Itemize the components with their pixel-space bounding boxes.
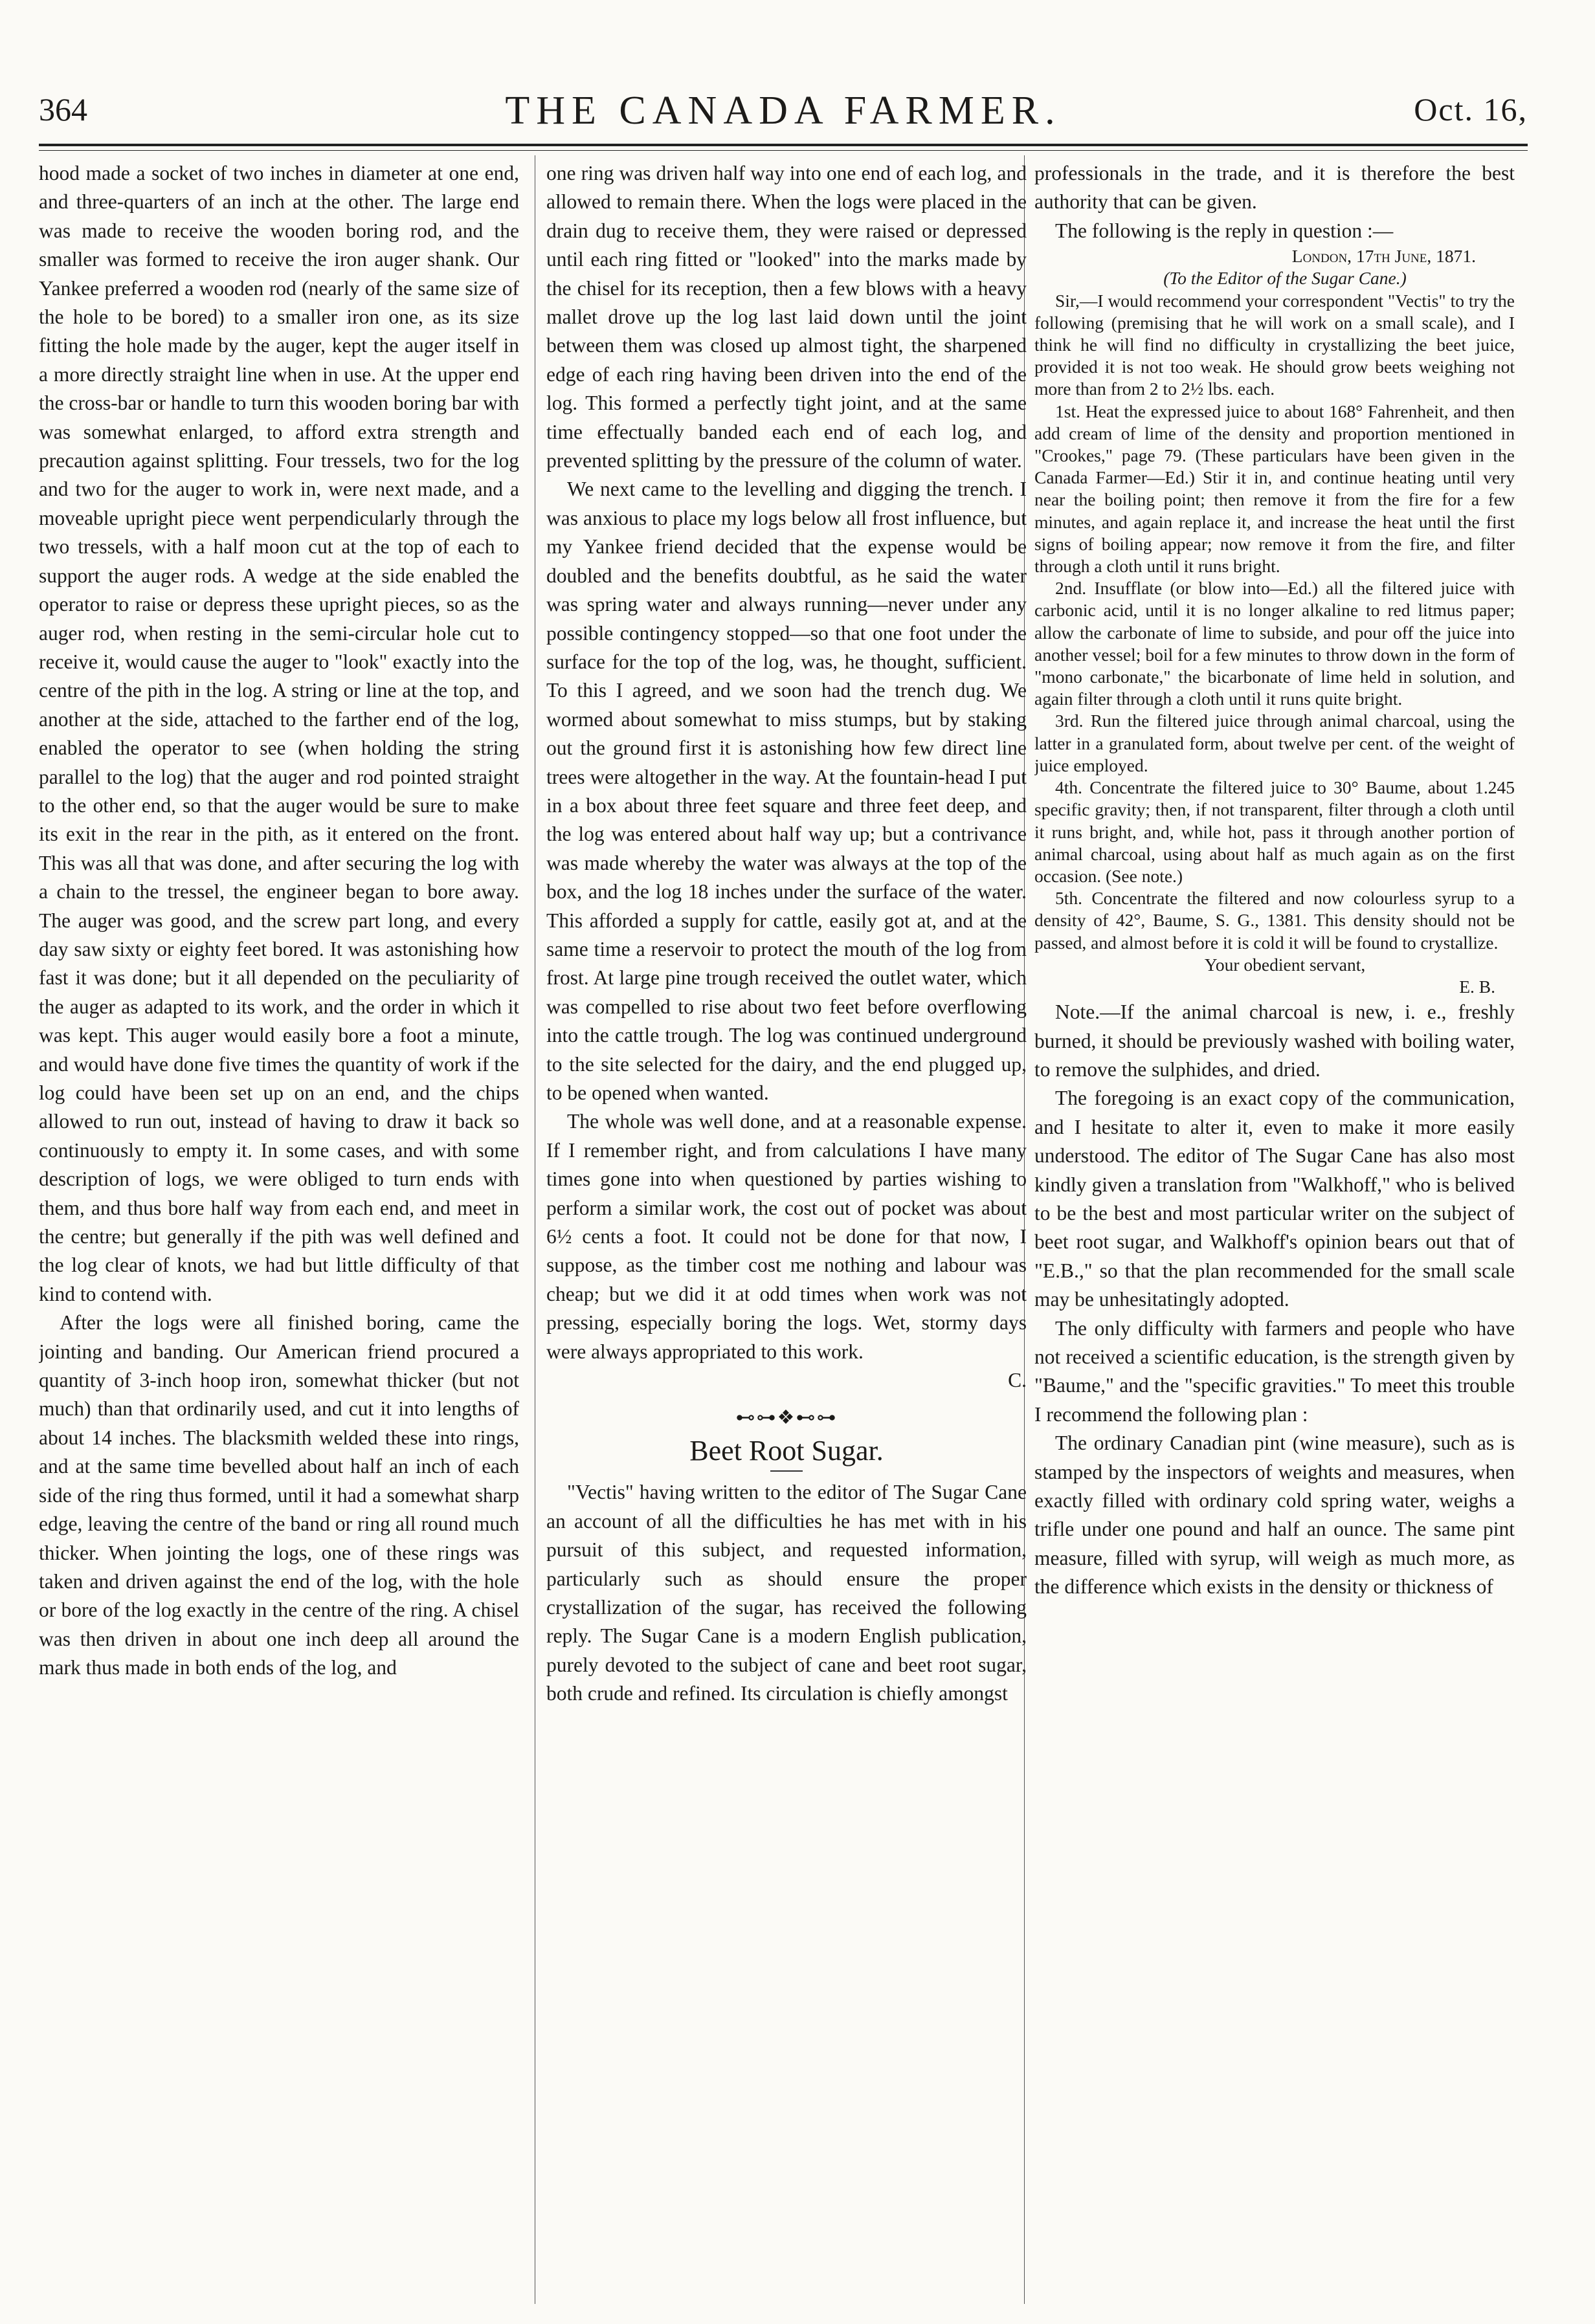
letter-paragraph: 3rd. Run the filtered juice through animal charcoal, using the latter in a granulated form, about twelve per cent. of the weight of juice employed. — [1034, 711, 1515, 775]
letter-address: (To the Editor of the Sugar Cane.) — [1163, 268, 1407, 289]
letter-paragraph: 2nd. Insufflate (or blow into—Ed.) all the filtered juice with carbonic acid, until it is no longer alkaline to red litmus paper; allow the carbonate of lime to subside, and pour off the juice into another vessel; boil for a few minutes to throw down in the form of "mono carbonate," the bicarbonate of lime held in solution, and again filter through a cloth until it runs quite bright. — [1034, 578, 1515, 709]
paragraph: We next came to the levelling and digging the trench. I was anxious to place my logs below all frost influence, but my Yankee friend decided that the expense would be doubled and the benefits doubtful, as he said the water was spring water and always running—never under any possible contingency stopped—so that one foot under the surface for the top of the log, was, he thought, sufficient. To this I agreed, and we soon had the trench dug. We wormed about somewhat to miss stumps, but by staking out the ground first it is astonishing how few direct line trees were altogether in the way. At the fountain-head I put in a box about three feet square and three feet deep, and the log was entered about half way up; but a contrivance was made whereby the water was always at the top of the box, and the log 18 inches under the surface of the water. This afforded a supply for cattle, easily got at, and at the same time a reservoir to protect the mouth of the log from frost. At large pine trough received the outlet water, which was compelled to rise about two feet before overflowing into the cattle trough. The log was continued underground to the site selected for the dairy, and the end plugged up, to be opened when wanted. — [546, 478, 1027, 1104]
heading-rule — [770, 1470, 803, 1472]
article-heading: Beet Root Sugar. — [689, 1434, 884, 1466]
letter-paragraph: 4th. Concentrate the filtered juice to 30° Baume, about 1.245 specific gravity; then, if not transparent, filter through a cloth until it runs bright, and, while hot, pass it through another portion of animal charcoal, using about half as much again as on the first occasion. (See note.) — [1034, 777, 1515, 886]
paragraph: After the logs were all finished boring, came the jointing and banding. Our American friend procured a quantity of 3-inch hoop iron, somewhat thicker (but not much) than that ordinarily used, and cut it into lengths of about 14 inches. The blacksmith welded these into rings, and at the same time bevelled about half an inch of each side of the ring thus formed, until it had a somewhat sharp edge, leaving the centre of the band or ring all round much thicker. When jointing the logs, one of these rings was taken and driven against the end of the log, with the hole or bore of the log exactly in the centre of the ring. A chisel was then driven in about one inch deep all around the mark thus made in both ends of the log, and — [39, 1311, 519, 1679]
article-signature: C. — [1008, 1369, 1027, 1392]
paragraph: The ordinary Canadian pint (wine measure), such as is stamped by the inspectors of weights and measures, when exactly filled with ordinary cold spring water, weighs a trifle under one pound and half an ounce. The same pint measure, filled with syrup, will weigh as much more, as the difference which exists in the density or thickness of — [1034, 1432, 1515, 1599]
paragraph: The whole was well done, and at a reasonable expense. If I remember right, and from calculations I have many times gone into when questioned by parties wishing to perform a similar work, the cost out of pocket was about 6½ cents a foot. It could not be done for that now, I suppose, as the timber cost me nothing and labour was cheap; but we did it at odd times when work was not pressing, especially boring the logs. Wet, stormy days were always appropriated to this work. — [546, 1110, 1027, 1363]
column-2 — [546, 159, 1027, 2301]
header-rule-thick — [39, 144, 1528, 146]
paragraph: hood made a socket of two inches in diameter at one end, and three-quarters of an inch at the other. The large end was made to receive the wooden boring rod, and the smaller was formed to receive the iron auger shank. Our Yankee preferred a wooden rod (nearly of the same size of the hole to be bored) to a smaller iron one, as its size fitting the hole made by the auger, kept the auger itself in a more directly straight line when in use. At the upper end the cross-bar or handle to turn this wooden boring bar with was somewhat enlarged, to afford extra strength and precaution against splitting. Four tressels, two for the log and two for the auger to work in, were next made, and a moveable upright piece went perpendicularly through the two tressels, with a half moon cut at the top of each to support the auger rods. A wedge at the side enabled the operator to raise or depress these upright pieces, so as the auger rod, when resting in the semi-circular hole cut to receive it, would cause the auger to "look" exactly into the centre of the pith in the log. A string or line at the top, and another at the side, attached to the farther end of the log, enabled the operator to see (when holding the string parallel to the log) that the auger and rod pointed straight to the other end, so that the auger would be sure to make its exit in the rear in the pith, as it entered on the front. This was all that was done, and after securing the log with a chain to the tressel, the engineer began to bore away. The auger was good, and the screw part long, and every day saw sixty or eighty feet bored. It was astonishing how fast it was done; but it all depended on the peculiarity of the auger as adapted to its work, and the order in which it was kept. This auger would easily bore a foot a minute, and would have done five times the quantity of work if the log could have been set up on an end, and the chips allowed to run out, instead of having to draw it back so continuously to empty it. In some cases, and with some description of logs, we were obliged to turn ends with them, and thus bore half way from each end, and meet in the centre; but generally if the pith was well defined and the log clear of knots, we had but little difficulty of that kind to contend with. — [39, 162, 519, 1305]
paragraph: "Vectis" having written to the editor of The Sugar Cane an account of all the difficulties he has met with in his pursuit of this subject, and requested information, particularly such as should ensure the proper crystallization of the sugar, has received the following reply. The Sugar Cane is a modern English publication, purely devoted to the subject of cane and beet root sugar, both crude and refined. Its circulation is chiefly amongst — [546, 1481, 1027, 1705]
letter-initials: E. B. — [1459, 976, 1495, 997]
letter-paragraph: 1st. Heat the expressed juice to about 168° Fahrenheit, and then add cream of lime of the density and proportion mentioned in "Crookes," page 79. (These particulars have been given in the Canada Farmer—Ed.) Stir it in, and continue heating until very near the boiling point; then remove it from the fire for a few minutes, and again replace it, and increase the heat until the first signs of boiling appear; now remove it from the fire, and filter through a cloth until it runs bright. — [1034, 401, 1515, 577]
paragraph: The only difficulty with farmers and people who have not received a scientific education, is the strength given by "Baume," and the "specific gravities." To meet this trouble I recommend the following plan : — [1034, 1316, 1515, 1426]
letter-closing: Your obedient servant, — [1204, 954, 1366, 975]
header-rule-thin — [39, 150, 1528, 151]
page-number: 364 — [39, 91, 87, 127]
masthead-title: THE CANADA FARMER. — [505, 89, 1062, 133]
note-paragraph: Note.—If the animal charcoal is new, i. e., freshly burned, it should be previously washed with boiling water, to remove the sulphides, and dried. — [1034, 1001, 1515, 1081]
letter-paragraph: 5th. Concentrate the filtered and now colourless syrup to a density of 42°, Baume, S. G., 1381. This density should not be passed, and almost before it is cold it will be found to crystallize. — [1034, 888, 1515, 953]
issue-date: Oct. 16, — [1414, 91, 1528, 127]
column-1 — [39, 159, 519, 2301]
page-header — [39, 91, 1528, 142]
letter-dateline: London, 17th June, 1871. — [1291, 246, 1476, 267]
column-3 — [1034, 159, 1515, 2301]
paragraph: The foregoing is an exact copy of the communication, and I hesitate to alter it, even to make it more easily understood. The editor of The Sugar Cane has also most kindly given a translation from "Walkhoff," who is belived to be the best and most particular writer on the subject of beet root sugar, and Walkhoff's opinion bears out that of "E.B.," so that the plan recommended for the small scale may be unhesitatingly adopted. — [1034, 1087, 1515, 1311]
letter-paragraph: Sir,—I would recommend your correspondent "Vectis" to try the following (premising that he will work on a small scale), and I think he will find no difficulty in crystallizing the beet juice, provided it is not too weak. He should grow beets weighing not more than from 2 to 2½ lbs. each. — [1034, 290, 1515, 399]
letter — [1034, 245, 1515, 998]
paragraph: professionals in the trade, and it is therefore the best authority that can be given. — [1034, 162, 1515, 214]
section-ornament: ⊷⊶❖⊷⊶ — [735, 1407, 838, 1429]
paragraph: The following is the reply in question :— — [1055, 219, 1394, 242]
paragraph: one ring was driven half way into one end of each log, and allowed to remain there. When the logs were placed in the drain dug to receive them, they were raised or depressed until each ring fitted or "looked" into the marks made by the chisel for its reception, then a few blows with a heavy mallet drove up the log last laid down until the joint between them was closed up almost tight, the sharpened edge of each ring having been driven into the end of the log. This formed a perfectly tight joint, and at the same time effectually banded each end of each log, and prevented splitting by the pressure of the column of water. — [546, 162, 1027, 472]
